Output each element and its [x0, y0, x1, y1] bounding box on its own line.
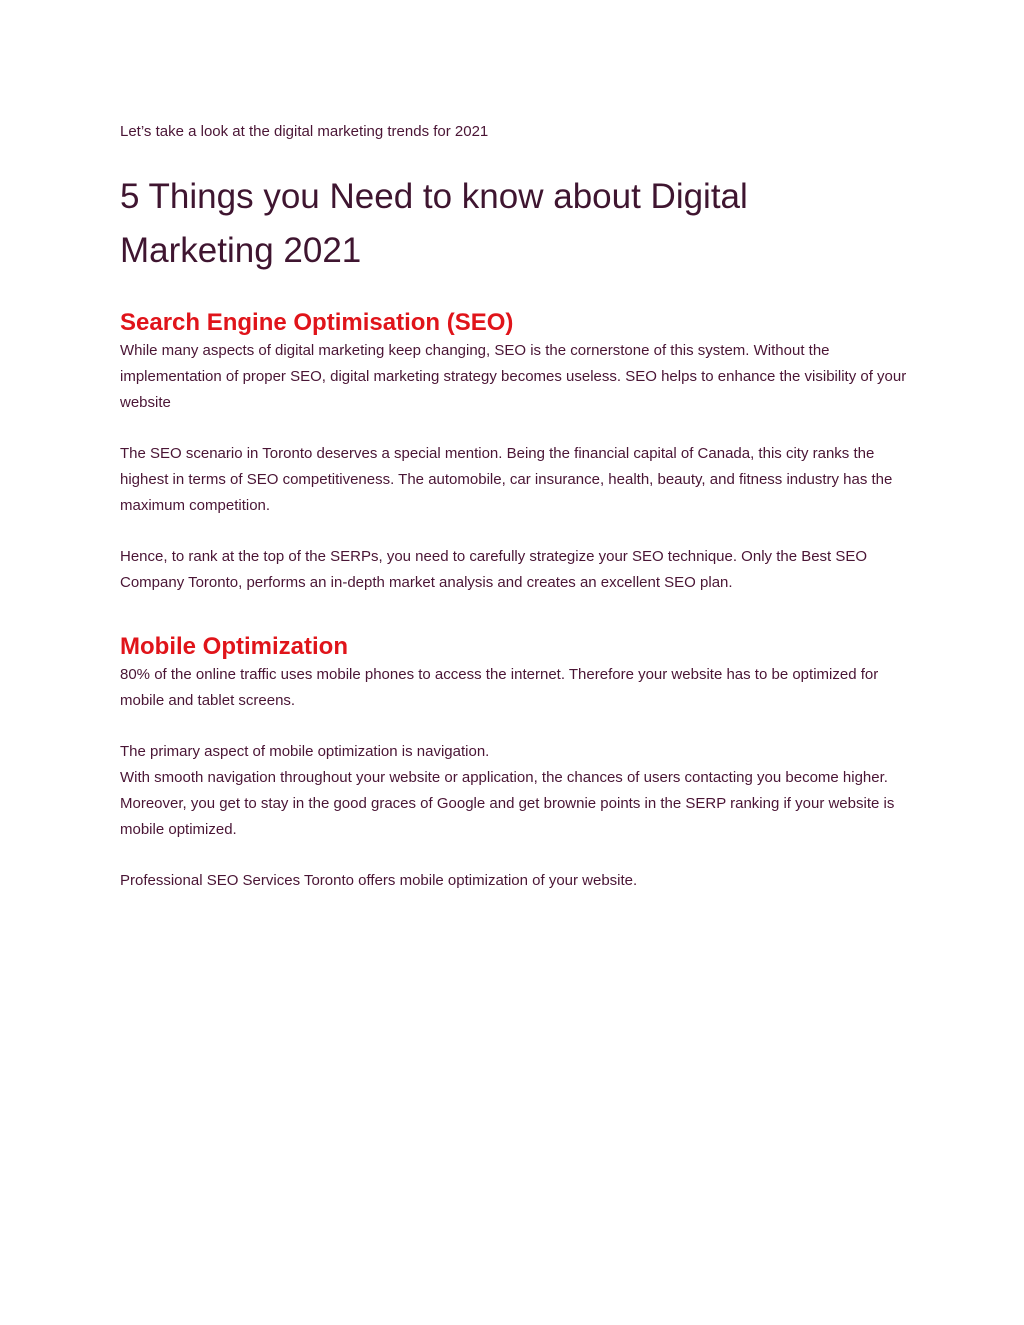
section-seo	[120, 308, 910, 596]
paragraph: Hence, to rank at the top of the SERPs, you need to carefully strategize your SEO technique. Only the Best SEO Company Toronto, performs an in-depth market analysis and creates an excellent SEO plan.	[120, 548, 868, 592]
paragraph: While many aspects of digital marketing keep changing, SEO is the cornerstone of this system. Without the implementation of proper SEO, digital marketing strategy becomes useless. SEO helps to enhance the visibility of your website	[120, 342, 907, 411]
title-line-1: 5 Things you Need to know about Digital	[120, 177, 748, 216]
section-heading-mobile-optimization: Mobile Optimization	[120, 633, 348, 660]
paragraph: 80% of the online traffic uses mobile phones to access the internet. Therefore your website has to be optimized for mobile and tablet screens.	[120, 666, 879, 709]
page-title	[120, 170, 840, 278]
paragraph: Professional SEO Services Toronto offers mobile optimization of your website.	[120, 872, 638, 890]
intro-text: Let’s take a look at the digital marketing trends for 2021	[120, 123, 489, 140]
title-line-2: Marketing 2021	[120, 231, 362, 270]
paragraph: The SEO scenario in Toronto deserves a special mention. Being the financial capital of Canada, this city ranks the highest in terms of SEO competitiveness. The automobile, car insurance, health, beauty, and fitness industry has the maximum competition.	[120, 445, 893, 514]
section-mobile-optimization	[120, 632, 910, 894]
section-heading-seo: Search Engine Optimisation (SEO)	[120, 309, 514, 336]
paragraph: The primary aspect of mobile optimization is navigation.	[120, 743, 490, 761]
paragraph: With smooth navigation throughout your website or application, the chances of users contacting you become higher. Moreover, you get to stay in the good graces of Google and get brownie points in the SERP ranking if your website is mobile optimized.	[120, 769, 895, 838]
